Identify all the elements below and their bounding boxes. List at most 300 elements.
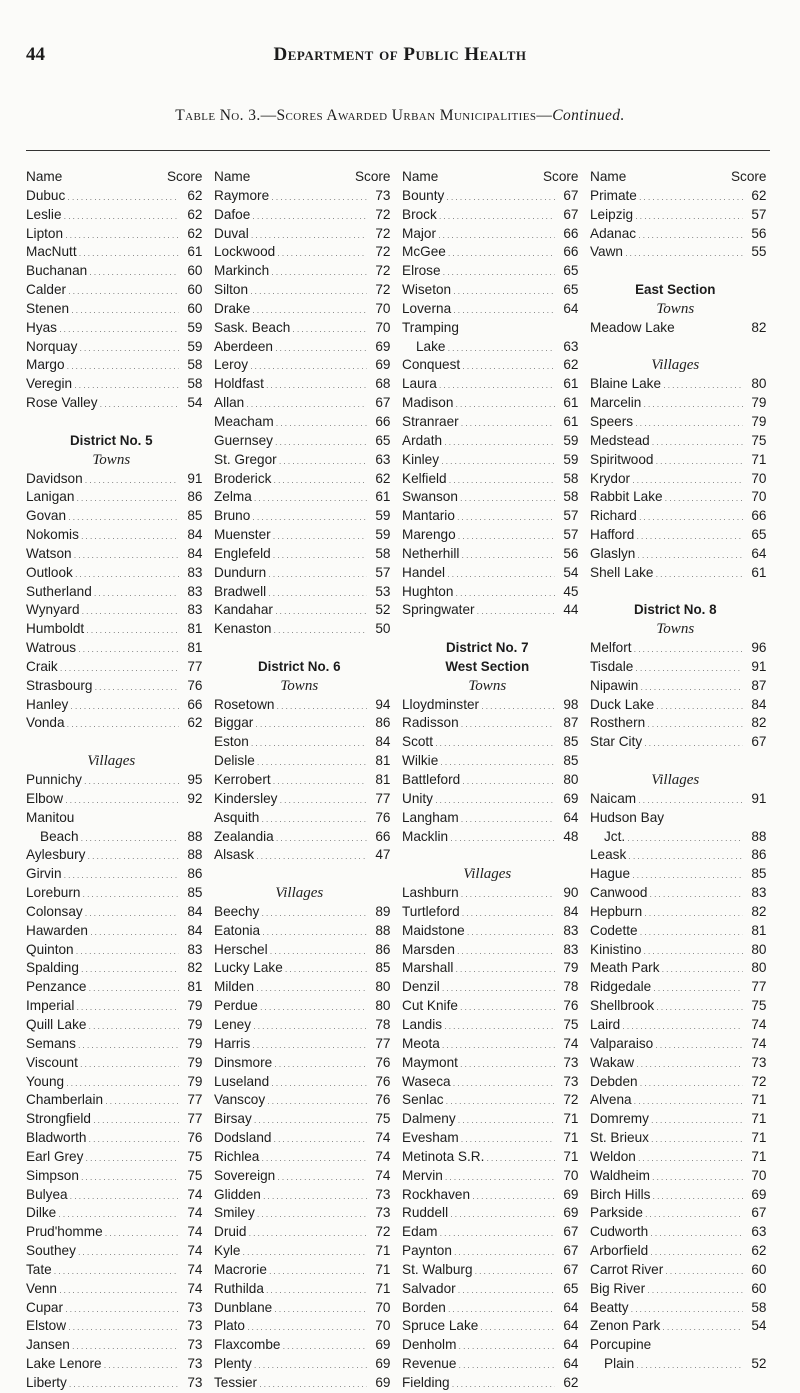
table-row <box>214 526 403 545</box>
table-row <box>590 187 779 206</box>
municipality-score: 62 <box>375 470 391 486</box>
municipality-score: 65 <box>375 432 391 448</box>
municipality-name: Hyas . . . <box>26 319 179 338</box>
table-row <box>214 243 403 262</box>
municipality-name: Kinistino . . . <box>590 941 743 960</box>
table-row <box>26 281 215 300</box>
municipality-name: Waldheim . . . <box>590 1167 743 1186</box>
municipality-score: 58 <box>751 1299 767 1315</box>
table-row <box>402 545 591 564</box>
table-row <box>402 413 591 432</box>
table-row <box>214 959 403 978</box>
table-row <box>214 225 403 244</box>
table-row <box>402 1299 591 1318</box>
municipality-name: Ardath . . . <box>402 432 555 451</box>
table-row <box>214 1242 403 1261</box>
municipality-name: Birsay . . . <box>214 1110 367 1129</box>
municipality-score: 86 <box>187 866 203 882</box>
table-row <box>590 488 779 507</box>
municipality-score: 74 <box>375 1130 391 1146</box>
municipality-score: 52 <box>375 602 391 618</box>
table-row <box>214 601 403 620</box>
municipality-name: Meath Park . . . <box>590 959 743 978</box>
municipality-score: 71 <box>375 1243 391 1259</box>
municipality-score: 54 <box>563 564 579 580</box>
table-row <box>214 1317 403 1336</box>
municipality-name: Cupar . . . <box>26 1299 179 1318</box>
municipality-name: Debden . . . <box>590 1073 743 1092</box>
municipality-score: 68 <box>375 376 391 392</box>
table-row <box>214 432 403 451</box>
municipality-score: 66 <box>563 225 579 241</box>
municipality-name: Outlook . . . <box>26 564 179 583</box>
municipality-score: 71 <box>751 1148 767 1164</box>
table-row <box>590 1016 779 1035</box>
municipality-score: 56 <box>563 545 579 561</box>
municipality-score: 80 <box>375 998 391 1014</box>
table-row <box>590 696 779 715</box>
table-row <box>402 1186 591 1205</box>
municipality-score: 61 <box>563 395 579 411</box>
municipality-score: 79 <box>751 413 767 429</box>
municipality-score: 83 <box>187 602 203 618</box>
table-row <box>26 225 215 244</box>
table-row <box>214 733 403 752</box>
municipality-score: 84 <box>563 903 579 919</box>
table-row <box>26 1280 215 1299</box>
table-row <box>402 319 591 338</box>
municipality-score: 87 <box>751 677 767 693</box>
municipality-name: Sovereign . . . <box>214 1167 367 1186</box>
municipality-name: Meota . . . <box>402 1035 555 1054</box>
municipality-name: Paynton . . . <box>402 1242 555 1261</box>
municipality-score: 83 <box>187 564 203 580</box>
municipality-score: 62 <box>563 1375 579 1390</box>
municipality-name: Dodsland . . . <box>214 1129 367 1148</box>
municipality-score: 61 <box>563 376 579 392</box>
municipality-score: 61 <box>751 564 767 580</box>
municipality-name: Liberty . . . <box>26 1374 179 1393</box>
municipality-name: Adanac . . . <box>590 225 743 244</box>
municipality-score: 96 <box>751 640 767 656</box>
municipality-score: 92 <box>187 790 203 806</box>
section-heading: West Section <box>445 658 530 674</box>
municipality-name: Chamberlain . . . <box>26 1091 179 1110</box>
table-row <box>590 432 779 451</box>
municipality-score: 58 <box>375 545 391 561</box>
municipality-name: Kenaston . . . <box>214 620 367 639</box>
municipality-name: Vawn . . . <box>590 243 743 262</box>
table-row <box>214 545 403 564</box>
table-row <box>214 809 403 828</box>
municipality-score: 71 <box>563 1111 579 1127</box>
table-row <box>590 658 779 677</box>
municipality-name: Beach . . . <box>26 828 179 847</box>
table-row <box>214 1336 403 1355</box>
municipality-name: Richlea . . . <box>214 1148 367 1167</box>
table-row <box>214 319 403 338</box>
municipality-name: Marshall . . . <box>402 959 555 978</box>
municipality-score: 79 <box>187 998 203 1014</box>
column-header <box>214 168 403 187</box>
table-row <box>26 903 215 922</box>
municipality-name: Carrot River . . . <box>590 1261 743 1280</box>
municipality-score: 83 <box>563 941 579 957</box>
municipality-score: 76 <box>375 1054 391 1070</box>
municipality-name: Tramping <box>402 319 459 335</box>
municipality-score: 91 <box>751 658 767 674</box>
column-header <box>26 168 215 187</box>
municipality-name: Herschel . . . <box>214 941 367 960</box>
table-row <box>214 206 403 225</box>
municipality-score: 71 <box>751 451 767 467</box>
municipality-score: 65 <box>563 1280 579 1296</box>
municipality-score: 76 <box>563 998 579 1014</box>
municipality-score: 52 <box>751 1356 767 1372</box>
municipality-score: 64 <box>563 300 579 316</box>
municipality-score: 67 <box>751 1205 767 1221</box>
municipality-score: 89 <box>375 903 391 919</box>
municipality-name: Primate . . . <box>590 187 743 206</box>
table-row <box>402 809 591 828</box>
municipality-name: Kelfield . . . <box>402 470 555 489</box>
municipality-score: 73 <box>375 1205 391 1221</box>
table-row <box>402 752 591 771</box>
municipality-name: Strongfield . . . <box>26 1110 179 1129</box>
municipality-name: Lipton . . . <box>26 225 179 244</box>
table-row <box>402 394 591 413</box>
municipality-score: 73 <box>375 187 391 203</box>
municipality-score: 45 <box>563 583 579 599</box>
municipality-name: Duval . . . <box>214 225 367 244</box>
municipality-name: Valparaiso . . . <box>590 1035 743 1054</box>
municipality-score: 75 <box>187 1148 203 1164</box>
municipality-score: 91 <box>751 790 767 806</box>
table-title-main: Table No. 3.—Scores Awarded Urban Municipalities— <box>175 107 553 124</box>
municipality-score: 84 <box>187 545 203 561</box>
table-row <box>26 1242 215 1261</box>
municipality-name: Eatonia . . . <box>214 922 367 941</box>
table-row <box>402 941 591 960</box>
category-heading: Towns <box>280 677 319 694</box>
municipality-name: Rockhaven . . . <box>402 1186 555 1205</box>
table-row <box>402 262 591 281</box>
municipality-score: 62 <box>187 187 203 203</box>
municipality-name: Unity . . . <box>402 790 555 809</box>
table-row <box>26 658 215 677</box>
table-row <box>402 375 591 394</box>
municipality-name: St. Brieux . . . <box>590 1129 743 1148</box>
municipality-score: 67 <box>563 1243 579 1259</box>
municipality-score: 74 <box>187 1205 203 1221</box>
municipality-score: 73 <box>375 1186 391 1202</box>
table-column <box>26 168 215 1393</box>
municipality-name: Nipawin . . . <box>590 677 743 696</box>
municipality-name: Lake . . . <box>402 338 555 357</box>
table-row <box>26 696 215 715</box>
column-header <box>590 168 779 187</box>
municipality-score: 44 <box>563 602 579 618</box>
municipality-score: 60 <box>187 300 203 316</box>
municipality-name: Bladworth . . . <box>26 1129 179 1148</box>
municipality-score: 72 <box>375 282 391 298</box>
municipality-score: 84 <box>751 696 767 712</box>
municipality-name: Duck Lake . . . <box>590 696 743 715</box>
municipality-name: Girvin . . . <box>26 865 179 884</box>
municipality-name: Rose Valley . . . <box>26 394 179 413</box>
table-row <box>26 1167 215 1186</box>
municipality-score: 54 <box>187 395 203 411</box>
municipality-score: 69 <box>375 1375 391 1390</box>
municipality-score: 72 <box>375 263 391 279</box>
municipality-score: 62 <box>187 206 203 222</box>
table-row <box>26 1186 215 1205</box>
table-row <box>214 488 403 507</box>
municipality-score: 60 <box>187 282 203 298</box>
municipality-name: Hughton . . . <box>402 583 555 602</box>
table-row <box>590 1186 779 1205</box>
municipality-name: Marengo . . . <box>402 526 555 545</box>
municipality-score: 71 <box>751 1111 767 1127</box>
table-row <box>214 790 403 809</box>
municipality-name: Edam . . . <box>402 1223 555 1242</box>
table-row <box>402 733 591 752</box>
table-row <box>402 1167 591 1186</box>
municipality-name: Southey . . . <box>26 1242 179 1261</box>
municipality-name: Colonsay . . . <box>26 903 179 922</box>
table-row <box>590 1204 779 1223</box>
municipality-name: Sask. Beach . . . <box>214 319 367 338</box>
municipality-name: Strasbourg . . . <box>26 677 179 696</box>
municipality-score: 81 <box>375 753 391 769</box>
municipality-score: 94 <box>375 696 391 712</box>
municipality-score: 74 <box>751 1016 767 1032</box>
municipality-name: Langham . . . <box>402 809 555 828</box>
municipality-score: 86 <box>375 715 391 731</box>
table-row <box>214 507 403 526</box>
municipality-score: 70 <box>375 319 391 335</box>
table-row <box>26 375 215 394</box>
municipality-name: Marcelin . . . <box>590 394 743 413</box>
table-row <box>26 959 215 978</box>
municipality-score: 76 <box>375 1073 391 1089</box>
municipality-name: Kandahar . . . <box>214 601 367 620</box>
municipality-score: 80 <box>751 960 767 976</box>
municipality-name: Parkside . . . <box>590 1204 743 1223</box>
table-top-rule <box>26 150 770 151</box>
municipality-score: 69 <box>375 1337 391 1353</box>
municipality-name: Eston . . . <box>214 733 367 752</box>
municipality-name: Luseland . . . <box>214 1073 367 1092</box>
table-row <box>26 545 215 564</box>
municipality-name: Druid . . . <box>214 1223 367 1242</box>
municipality-name: Allan . . . <box>214 394 367 413</box>
municipality-score: 82 <box>751 715 767 731</box>
table-row <box>590 639 779 658</box>
table-row <box>214 262 403 281</box>
table-row <box>590 1035 779 1054</box>
municipality-name: Mervin . . . <box>402 1167 555 1186</box>
municipality-score: 63 <box>563 338 579 354</box>
municipality-score: 62 <box>751 1243 767 1259</box>
table-row <box>214 1204 403 1223</box>
table-row <box>26 1374 215 1393</box>
spacer <box>590 262 779 281</box>
municipality-name: Metinota S.R. . . . <box>402 1148 555 1167</box>
municipality-score: 86 <box>751 847 767 863</box>
municipality-name: Porcupine <box>590 1337 652 1353</box>
municipality-score: 64 <box>563 1356 579 1372</box>
municipality-score: 83 <box>751 885 767 901</box>
table-row <box>402 243 591 262</box>
table-row <box>26 1054 215 1073</box>
table-row <box>590 1148 779 1167</box>
municipality-name: Rosthern . . . <box>590 714 743 733</box>
table-row <box>402 564 591 583</box>
municipality-name: Beatty . . . <box>590 1299 743 1318</box>
table-row <box>26 922 215 941</box>
table-row <box>214 375 403 394</box>
municipality-name: Aylesbury . . . <box>26 846 179 865</box>
table-row <box>402 225 591 244</box>
municipality-name: Milden . . . <box>214 978 367 997</box>
section-heading: East Section <box>635 282 716 298</box>
table-row <box>402 828 591 847</box>
spacer <box>214 639 403 658</box>
municipality-score: 69 <box>751 1186 767 1202</box>
table-row <box>214 1129 403 1148</box>
page-number: 44 <box>26 44 45 65</box>
table-row <box>590 733 779 752</box>
table-row <box>402 451 591 470</box>
table-title-continued: Continued. <box>552 107 625 124</box>
municipality-name: Kinley . . . <box>402 451 555 470</box>
municipality-score: 70 <box>375 300 391 316</box>
table-row <box>214 1073 403 1092</box>
municipality-name: Naicam . . . <box>590 790 743 809</box>
municipality-name: Scott . . . <box>402 733 555 752</box>
table-row <box>402 714 591 733</box>
table-row <box>214 451 403 470</box>
municipality-name: Cudworth . . . <box>590 1223 743 1242</box>
table-row <box>590 959 779 978</box>
municipality-name: Vonda . . . <box>26 714 179 733</box>
municipality-name: Govan . . . <box>26 507 179 526</box>
table-row <box>26 394 215 413</box>
municipality-score: 74 <box>187 1243 203 1259</box>
municipality-name: Harris . . . <box>214 1035 367 1054</box>
municipality-name: Salvador . . . <box>402 1280 555 1299</box>
municipality-name: Buchanan . . . <box>26 262 179 281</box>
municipality-score: 87 <box>563 715 579 731</box>
municipality-name: Semans . . . <box>26 1035 179 1054</box>
table-row <box>26 620 215 639</box>
municipality-name: Codette . . . <box>590 922 743 941</box>
table-row <box>402 187 591 206</box>
municipality-score: 69 <box>375 338 391 354</box>
municipality-score: 95 <box>187 772 203 787</box>
municipality-name: Bulyea . . . <box>26 1186 179 1205</box>
municipality-name: Sutherland . . . <box>26 583 179 602</box>
spacer <box>402 846 591 865</box>
municipality-name: Blaine Lake . . . <box>590 375 743 394</box>
table-row <box>402 903 591 922</box>
table-row <box>402 507 591 526</box>
table-row <box>214 997 403 1016</box>
municipality-score: 74 <box>187 1186 203 1202</box>
municipality-score: 69 <box>375 357 391 373</box>
municipality-name: Hanley . . . <box>26 696 179 715</box>
name-header: Name <box>590 169 627 184</box>
municipality-score: 88 <box>187 847 203 863</box>
municipality-score: 79 <box>187 1054 203 1070</box>
municipality-score: 75 <box>187 1167 203 1183</box>
municipality-score: 60 <box>187 263 203 279</box>
category-heading: Towns <box>468 677 507 694</box>
municipality-name: Dunblane . . . <box>214 1299 367 1318</box>
municipality-score: 69 <box>375 1356 391 1372</box>
municipality-name: Conquest . . . <box>402 356 555 375</box>
municipality-name: Maymont . . . <box>402 1054 555 1073</box>
spacer <box>590 583 779 602</box>
table-row <box>402 1148 591 1167</box>
table-row <box>214 583 403 602</box>
table-row <box>26 1204 215 1223</box>
municipality-name: Guernsey . . . <box>214 432 367 451</box>
department-title: Department of Public Health <box>273 44 527 65</box>
table-row <box>590 1280 779 1299</box>
table-row <box>402 1317 591 1336</box>
category-heading: Villages <box>651 357 700 374</box>
table-row <box>590 1242 779 1261</box>
table-row <box>402 1374 591 1393</box>
municipality-name: Watrous . . . <box>26 639 179 658</box>
municipality-score: 88 <box>375 922 391 938</box>
spacer <box>214 865 403 884</box>
municipality-name: Quinton . . . <box>26 941 179 960</box>
municipality-score: 77 <box>751 979 767 995</box>
municipality-score <box>179 809 215 828</box>
municipality-score: 58 <box>563 470 579 486</box>
municipality-name: Big River . . . <box>590 1280 743 1299</box>
category-heading: Villages <box>651 772 700 788</box>
municipality-name: Aberdeen . . . <box>214 338 367 357</box>
municipality-name: Dafoe . . . <box>214 206 367 225</box>
table-row <box>214 752 403 771</box>
municipality-name: Tate . . . <box>26 1261 179 1280</box>
municipality-name: Leney . . . <box>214 1016 367 1035</box>
municipality-score: 70 <box>751 1167 767 1183</box>
municipality-name: Lloydminster . . . <box>402 696 555 715</box>
municipality-name: Zelma . . . <box>214 488 367 507</box>
municipality-name: Glidden . . . <box>214 1186 367 1205</box>
table-row <box>214 1016 403 1035</box>
table-row <box>26 865 215 884</box>
municipality-name: Ruthilda . . . <box>214 1280 367 1299</box>
municipality-name: Hudson Bay <box>590 809 665 825</box>
municipality-score: 75 <box>751 432 767 448</box>
municipality-score: 81 <box>187 621 203 637</box>
municipality-score: 65 <box>751 527 767 543</box>
category-heading: Villages <box>275 885 324 902</box>
municipality-score: 78 <box>375 1016 391 1032</box>
table-row <box>590 1355 779 1374</box>
table-row <box>214 1280 403 1299</box>
municipality-name: Dundurn . . . <box>214 564 367 583</box>
municipality-name: Earl Grey . . . <box>26 1148 179 1167</box>
municipality-name: Flaxcombe . . . <box>214 1336 367 1355</box>
municipality-name: Landis . . . <box>402 1016 555 1035</box>
